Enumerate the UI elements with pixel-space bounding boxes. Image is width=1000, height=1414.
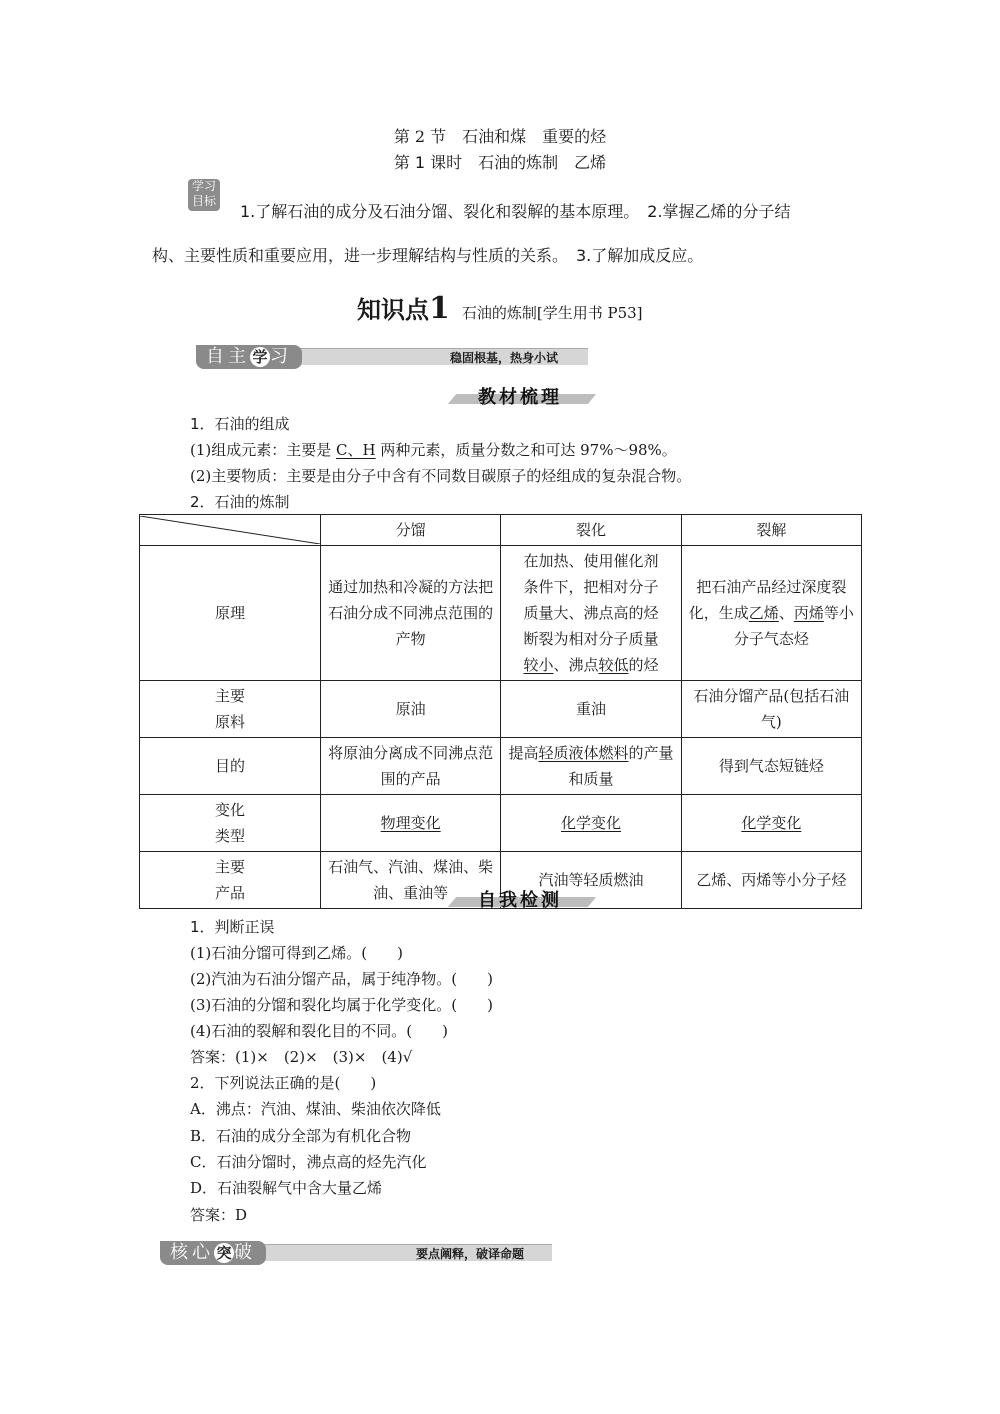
text: 、: [778, 604, 794, 622]
subhead-selfcheck-text: 自我检测: [478, 890, 562, 911]
composition-heading: 1．石油的组成: [190, 415, 290, 433]
cell-line: 质量大、沸点高的烃: [523, 604, 659, 622]
row-header-line: 主要: [214, 687, 245, 705]
quiz1-item: (1)石油分馏可得到乙烯。( ): [190, 944, 403, 962]
text: 的烃: [628, 656, 659, 674]
quiz1-item: (4)石油的裂解和裂化目的不同。( ): [190, 1022, 448, 1040]
underlined-answer: 物理变化: [380, 814, 441, 832]
text: 把石油产品经过深度裂化，生成: [688, 578, 847, 622]
cell-line: 断裂为相对分子质量: [523, 630, 659, 648]
diagonal-line: [140, 516, 320, 544]
column-header: 分馏: [321, 515, 501, 546]
underlined-answer: 化学变化: [741, 814, 802, 832]
table-row: [140, 681, 862, 738]
quiz2-option: D．石油裂解气中含大量乙烯: [190, 1179, 383, 1197]
underlined-answer: 较小: [523, 656, 554, 674]
banner-tab-circle: 学: [250, 347, 270, 367]
cell: 通过加热和冷凝的方法把石油分成不同沸点范围的产物: [321, 546, 501, 681]
cell: 重油: [501, 681, 681, 738]
text: 、沸点: [553, 656, 599, 674]
table-row: [140, 795, 862, 852]
row-header-line: 变化: [214, 801, 245, 819]
cell-line: 条件下，把相对分子: [523, 578, 659, 596]
learning-goals-badge: [188, 179, 220, 211]
cell: 石油分馏产品(包括石油气): [681, 681, 861, 738]
badge-line2: 目标: [191, 194, 216, 208]
banner-tab-text1: 自主: [206, 346, 250, 367]
table-row: [140, 738, 862, 795]
goals-text-line1: 1.了解石油的成分及石油分馏、裂化和裂解的基本原理。 2.掌握乙烯的分子结: [240, 202, 791, 221]
row-header: [140, 681, 321, 738]
refining-heading: 2．石油的炼制: [190, 493, 290, 511]
badge-line1: 学习: [191, 179, 216, 193]
cell: [501, 546, 681, 681]
banner-tab-text1: 核心: [170, 1242, 214, 1263]
knowledge-point-heading: [357, 290, 643, 326]
cell: 将原油分离成不同沸点范围的产品: [321, 738, 501, 795]
row-header-line: 主要: [214, 858, 245, 876]
subhead-textbook: [452, 386, 592, 408]
goals-text-line2: 构、主要性质和重要应用，进一步理解结构与性质的关系。 3.了解加成反应。: [152, 246, 704, 265]
row-header: [140, 795, 321, 852]
row-header-line: 产品: [214, 884, 245, 902]
table-row: [140, 546, 862, 681]
quiz1-heading: 1．判断正误: [190, 918, 275, 936]
composition-line1: [190, 439, 677, 460]
banner-tab: [196, 345, 302, 369]
cell: 乙烯、丙烯等小分子烃: [681, 852, 861, 909]
knowledge-point-subtitle: 石油的炼制[学生用书 P53]: [461, 304, 643, 322]
quiz2-heading: 2．下列说法正确的是( ): [190, 1074, 377, 1092]
banner-tab-circle: 突: [214, 1243, 234, 1263]
quiz2-option: C．石油分馏时，沸点高的烃先汽化: [190, 1153, 427, 1171]
row-header: [140, 852, 321, 909]
section-title: 第 2 节 石油和煤 重要的烃: [393, 127, 607, 146]
quiz2-answer: 答案：D: [190, 1206, 248, 1224]
quiz1-answer: 答案：(1)× (2)× (3)× (4)√: [190, 1048, 413, 1066]
underlined-answer: 轻质液体燃料: [538, 744, 629, 762]
text: 提高: [508, 744, 539, 762]
cell: [681, 546, 861, 681]
row-header: 原理: [140, 546, 321, 681]
lesson-title: 第 1 课时 石油的炼制 乙烯: [393, 153, 607, 172]
row-header-line: 原料: [214, 713, 245, 731]
table-header-row: [140, 515, 862, 546]
column-header: 裂化: [501, 515, 681, 546]
underlined-answer: 较低: [598, 656, 629, 674]
quiz2-option: A．沸点：汽油、煤油、柴油依次降低: [190, 1100, 441, 1118]
cell: 石油气、汽油、煤油、柴油、重油等: [321, 852, 501, 909]
underlined-answer: 丙烯: [793, 604, 824, 622]
cell-line: 在加热、使用催化剂: [523, 552, 659, 570]
cell: [681, 795, 861, 852]
text: (1)组成元素：主要是: [190, 441, 337, 459]
subhead-selfcheck: [452, 889, 592, 911]
text: 两种元素，质量分数之和可达 97%～98%。: [375, 441, 677, 459]
composition-line2: (2)主要物质：主要是由分子中含有不同数目碳原子的烃组成的复杂混合物。: [190, 467, 692, 485]
row-header: 目的: [140, 738, 321, 795]
row-header-line: 类型: [214, 827, 245, 845]
cell: 得到气态短链烃: [681, 738, 861, 795]
banner-tab-text2: 破: [234, 1242, 256, 1263]
diagonal-corner-cell: [140, 515, 321, 546]
banner-slogan: 稳固根基，热身小试: [450, 351, 559, 365]
underlined-answer: C、H: [336, 441, 376, 459]
underlined-answer: 乙烯: [748, 604, 779, 622]
self-study-banner: [196, 345, 588, 367]
column-header: 裂解: [681, 515, 861, 546]
knowledge-point-label: 知识点: [357, 296, 429, 324]
core-breakthrough-banner: [160, 1241, 552, 1263]
underlined-answer: 化学变化: [560, 814, 621, 832]
banner-tab-text2: 习: [270, 346, 292, 367]
subhead-textbook-text: 教材梳理: [478, 387, 562, 408]
refining-table: [139, 514, 862, 909]
text: 的产量和质量: [568, 744, 674, 788]
cell: [321, 795, 501, 852]
text: 等小分子气态烃: [733, 604, 854, 648]
knowledge-point-number: 1: [429, 291, 450, 326]
quiz1-item: (2)汽油为石油分馏产品，属于纯净物。( ): [190, 970, 493, 988]
banner-tab: [160, 1241, 266, 1265]
cell-line: [507, 652, 674, 678]
cell: 原油: [321, 681, 501, 738]
cell: 汽油等轻质燃油: [501, 852, 681, 909]
quiz2-option: B．石油的成分全部为有机化合物: [190, 1127, 412, 1145]
banner-slogan: 要点阐释，破译命题: [416, 1247, 525, 1261]
cell: [501, 738, 681, 795]
quiz1-item: (3)石油的分馏和裂化均属于化学变化。( ): [190, 996, 493, 1014]
cell: [501, 795, 681, 852]
